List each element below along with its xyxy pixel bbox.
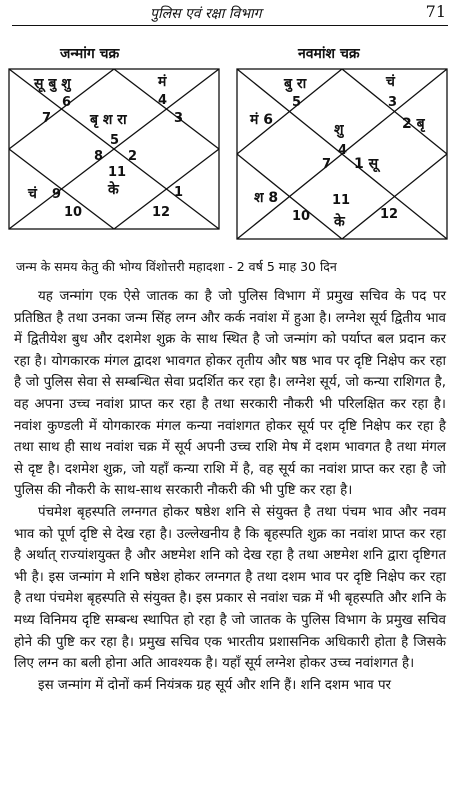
page-number: 71 — [425, 2, 446, 21]
house-number: 2 — [128, 149, 138, 164]
house-number: 12 — [152, 205, 171, 220]
house-number: 2 बृ — [402, 116, 425, 132]
house-number: 11 — [108, 165, 127, 180]
page-header — [0, 0, 460, 26]
paragraph: यह जन्मांग एक ऐसे जातक का है जो पुलिस विभाग में प्रमुख सचिव के पद पर प्रतिष्ठित है तथा उनका जन्म सिंह लग्न और कर्क नवांश में हुआ है। लग्नेश सूर्य द्वितीय भाव में द्वितीयेश बुध और दशमेश शुक्र के साथ स्थित है जो जन्मांग को पर्याप्त बल प्रदान कर रहा है। योगकारक मंगल द्वादश भावगत होकर तृतीय और षष्ठ भाव पर दृष्टि निक्षेप कर रहा है जो पुलिस सेवा से सम्बन्धित सेवा प्रदर्शित कर रहा है। लग्नेश सूर्य, जो कन्या राशिगत है, वह अपना उच्च नवांश प्राप्त कर रहा है तथा सरकारी नौकरी भी परिलक्षित कर रहा है। नवांश कुण्डली में योगकारक मंगल कन्या नवांशगत होकर सूर्य पर दृष्टि निक्षेप कर रहा है तथा साथ ही साथ नवांश चक्र में सूर्य अपनी उच्च राशि मेष में दशम भावगत है तथा मंगल से दृष्ट है। दशमेश शुक्र, जो यहाँ कन्या राशि में है, वह सूर्य का नवांश प्राप्त कर रहा है जो पुलिस की नौकरी के साथ-साथ सरकारी नौकरी की भी पुष्टि कर रहा है। — [14, 289, 446, 499]
paragraph: पंचमेश बृहस्पति लग्नगत होकर षष्ठेश शनि से संयुक्त है तथा पंचम भाव और नवम भाव को पूर्ण दृष्टि से देख रहा है। उल्लेखनीय है कि बृहस्पति शुक्र का नवांश प्राप्त कर रहा है अर्थात् राज्यांशयुक्त है और अष्टमेश शनि को देख रहा है तथा अष्टमेश शनि द्वारा दृष्टिगत भी है। इस जन्मांग मे शनि षष्ठेश होकर लग्नगत है तथा दशम भाव पर दृष्टि निक्षेप कर रहा है तथा पंचमेश बृहस्पति से संयुक्त है। इस प्रकार से नवांश चक्र में भी बृहस्पति और शनि के मध्य विनिमय दृष्टि सम्बन्ध स्थापित हो रहा है जो जातक के पुलिस विभाग के प्रमुख सचिव होने की पुष्टि कर रहा है। प्रमुख सचिव एक भारतीय प्रशासनिक अधिकारी होता है जिसके लिए लग्न का बली होना अति आवश्यक है। यहाँ सूर्य लग्नेश होकर उच्च नवांशगत है। — [14, 504, 446, 672]
house-number: 5 — [292, 95, 302, 110]
house-planet: चं — [28, 186, 37, 202]
house-number: 4 — [338, 143, 348, 158]
dasha-caption: जन्म के समय केतु की भोग्य विंशोत्तरी महादशा - 2 वर्ष 5 माह 30 दिन — [16, 259, 337, 274]
house-planet: 1 सू — [354, 156, 379, 172]
house-number: 8 — [94, 149, 104, 164]
house-planet: श 8 — [254, 190, 279, 206]
house-number: 3 — [174, 111, 184, 126]
house-planet: सू बु शु — [34, 76, 71, 92]
navamsha-chart — [236, 68, 448, 240]
janmang-chart — [8, 68, 220, 230]
house-number: 6 — [62, 95, 72, 110]
house-number: 7 — [322, 157, 332, 172]
body-text — [14, 286, 446, 696]
house-planet: मं — [158, 74, 167, 90]
house-planet: मं 6 — [250, 112, 273, 128]
house-number: 11 — [332, 193, 351, 208]
house-planet: बृ श रा — [90, 112, 127, 128]
house-planet: शु — [334, 122, 344, 138]
house-planet: के — [334, 214, 345, 230]
house-number: 9 — [52, 187, 62, 202]
house-number: 1 — [174, 185, 184, 200]
house-planet: चं — [386, 74, 395, 90]
house-number: 7 — [42, 111, 52, 126]
navamsha-chart-title: नवमांश चक्र — [298, 46, 360, 62]
house-planet: के — [108, 182, 119, 198]
header-rule — [12, 25, 448, 26]
house-number: 4 — [158, 93, 168, 108]
janmang-chart-title: जन्मांग चक्र — [60, 46, 120, 62]
running-title: पुलिस एवं रक्षा विभाग — [150, 6, 262, 22]
house-planet: बु रा — [284, 76, 307, 92]
house-number: 3 — [388, 95, 398, 110]
house-number: 12 — [380, 207, 399, 222]
house-number: 5 — [110, 133, 120, 148]
house-number: 10 — [64, 205, 83, 220]
paragraph: इस जन्मांग में दोनों कर्म नियंत्रक ग्रह सूर्य और शनि हैं। शनि दशम भाव पर — [38, 677, 392, 693]
house-number: 10 — [292, 209, 311, 224]
